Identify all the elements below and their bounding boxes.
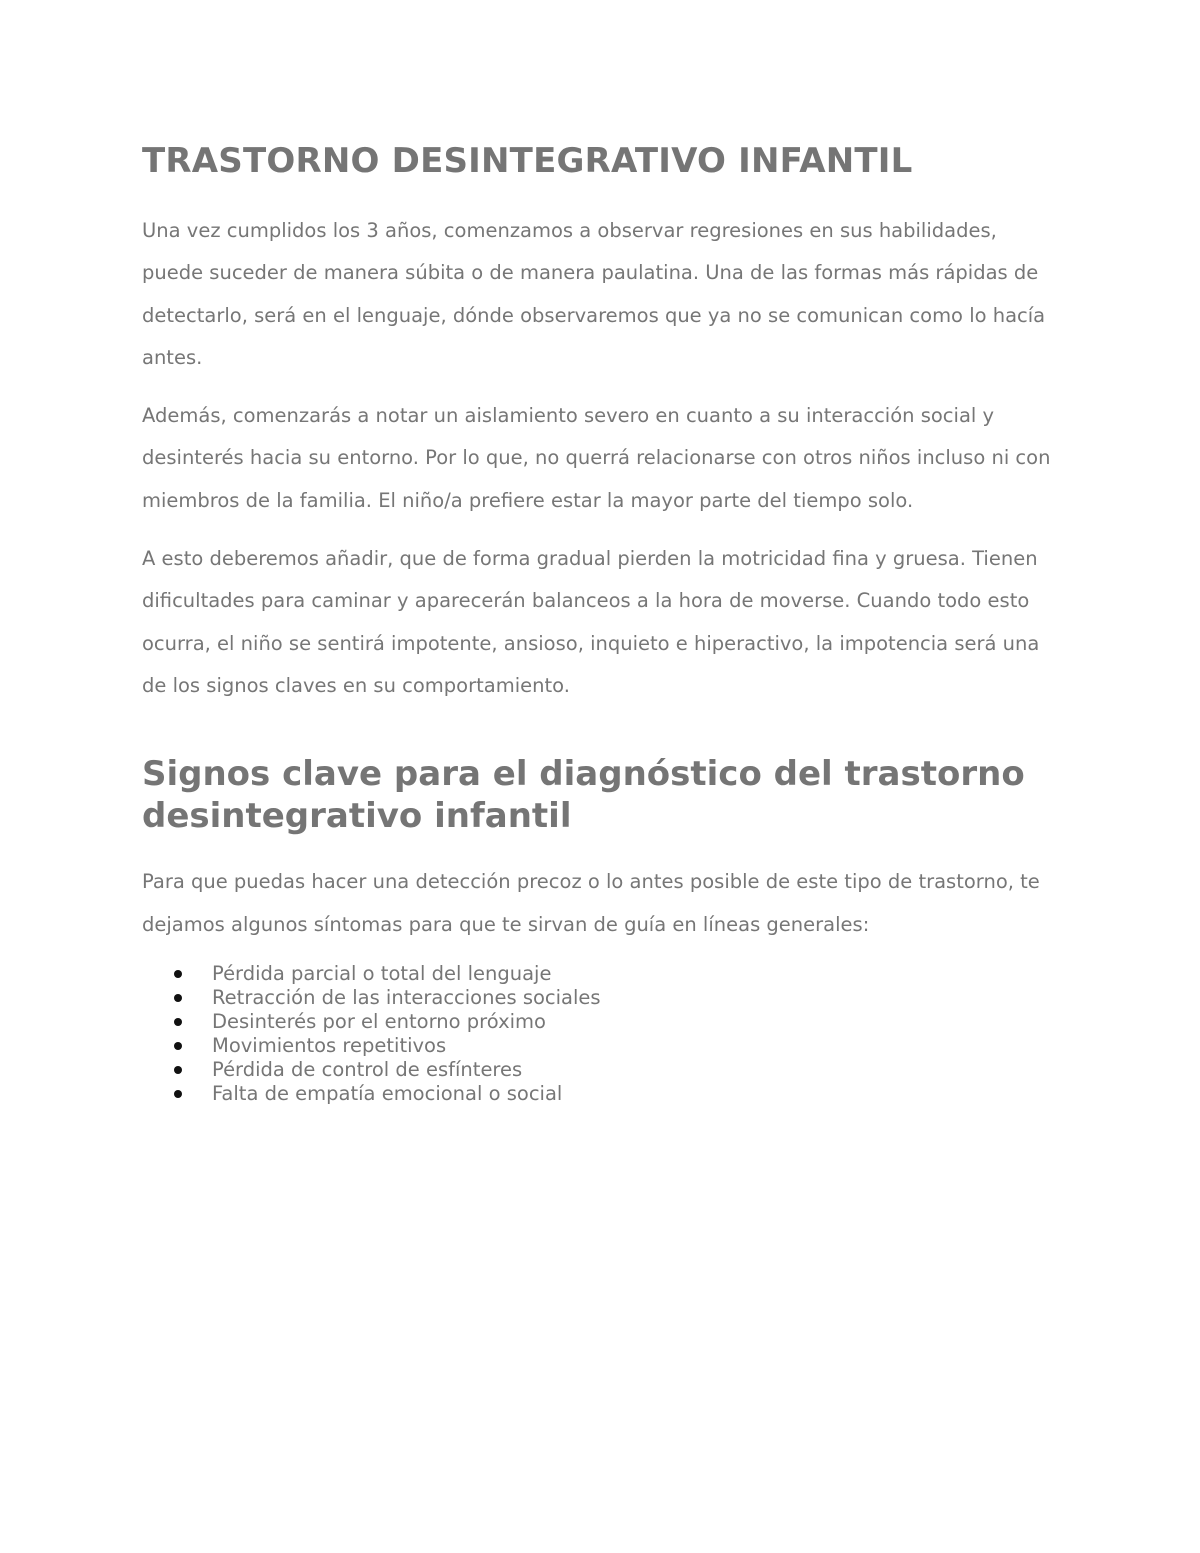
document-title: TRASTORNO DESINTEGRATIVO INFANTIL	[142, 141, 913, 181]
list-item-text: Pérdida de control de esfínteres	[212, 1057, 523, 1081]
bullet-icon	[174, 994, 182, 1002]
document-body	[142, 138, 1062, 1106]
list-item	[174, 1010, 1062, 1034]
list-item-text: Pérdida parcial o total del lenguaje	[212, 961, 552, 985]
list-item	[174, 1058, 1062, 1082]
bullet-icon	[174, 1018, 182, 1026]
list-item-text: Movimientos repetitivos	[212, 1033, 447, 1057]
bullet-icon	[174, 1090, 182, 1098]
bullet-icon	[174, 1066, 182, 1074]
paragraph-motor-skills: A esto deberemos añadir, que de forma gradual pierden la motricidad fina y gruesa. Tienen dificultades para caminar y aparecerán balanceos a la hora de moverse. Cuando todo esto ocurra, el niño se sentirá impotente, ansioso, inquieto e hiperactivo, la impotencia será una de los signos claves en su comportamiento.	[142, 547, 1040, 697]
list-item	[174, 962, 1062, 986]
list-item	[174, 1082, 1062, 1106]
section-heading: Signos clave para el diagnóstico del trastorno desintegrativo infantil	[142, 754, 1025, 837]
bullet-icon	[174, 970, 182, 978]
paragraph-isolation: Además, comenzarás a notar un aislamiento severo en cuanto a su interacción social y desinterés hacia su entorno. Por lo que, no querrá relacionarse con otros niños incluso ni con miembros de la familia. El niño/a prefiere estar la mayor parte del tiempo solo.	[142, 404, 1051, 512]
section-intro: Para que puedas hacer una detección precoz o lo antes posible de este tipo de trastorno, te dejamos algunos síntomas para que te sirvan de guía en líneas generales:	[142, 870, 1040, 936]
list-item-text: Desinterés por el entorno próximo	[212, 1009, 546, 1033]
paragraph-regressions: Una vez cumplidos los 3 años, comenzamos a observar regresiones en sus habilidades, puede suceder de manera súbita o de manera paulatina. Una de las formas más rápidas de detectarlo, será en el lenguaje, dónde observaremos que ya no se comunican como lo hacía antes.	[142, 219, 1046, 369]
list-item	[174, 986, 1062, 1010]
list-item	[174, 1034, 1062, 1058]
symptom-list	[142, 962, 1062, 1106]
bullet-icon	[174, 1042, 182, 1050]
list-item-text: Retracción de las interacciones sociales	[212, 985, 601, 1009]
list-item-text: Falta de empatía emocional o social	[212, 1081, 563, 1105]
